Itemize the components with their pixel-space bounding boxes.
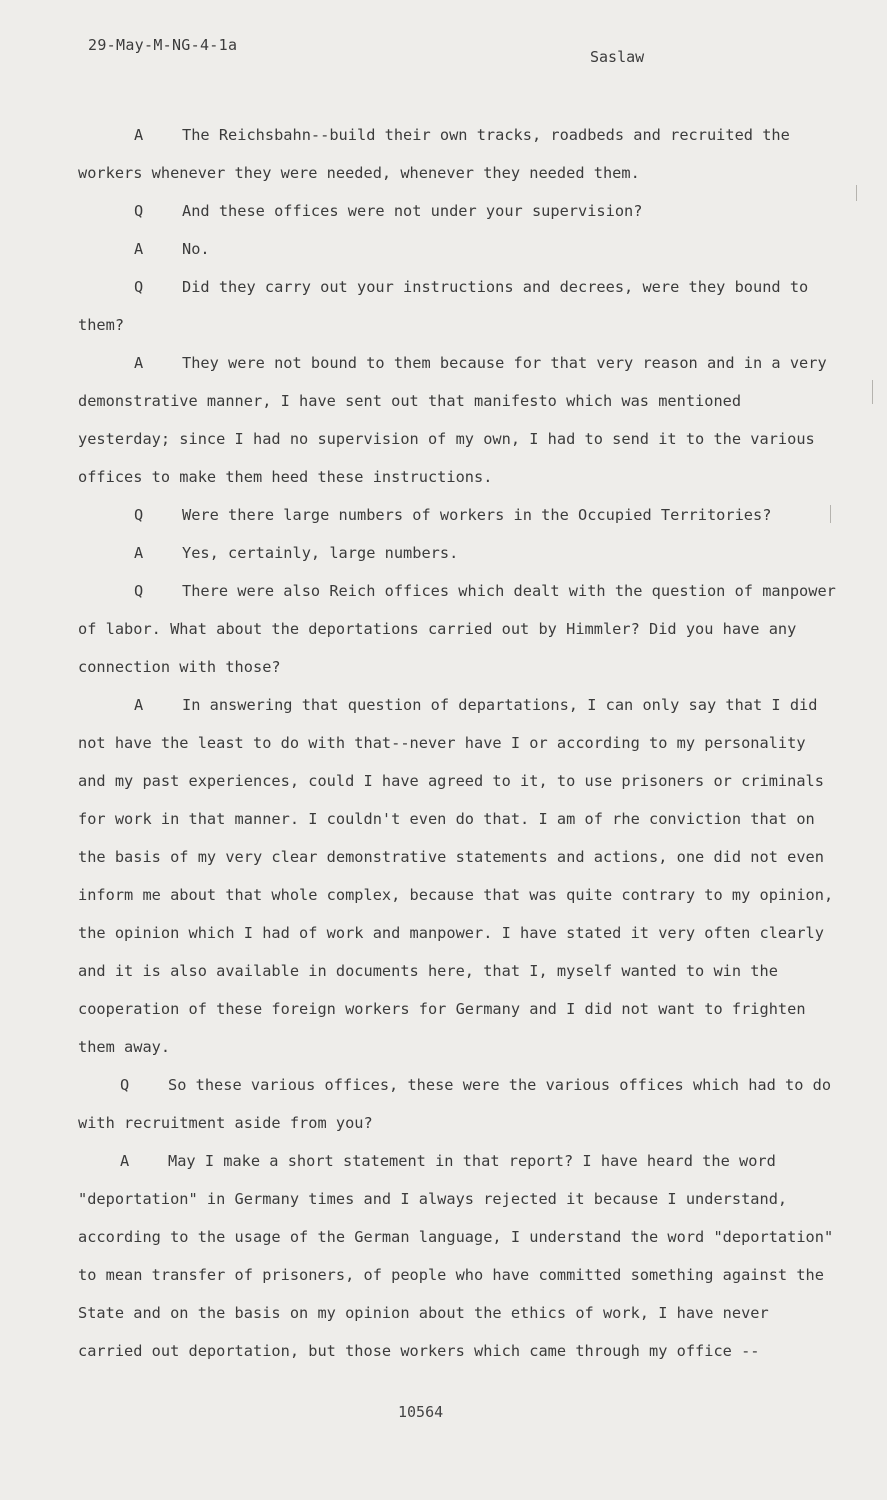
transcript-paragraph xyxy=(78,1142,838,1370)
transcript-paragraph xyxy=(78,344,838,496)
speaker-label: A xyxy=(134,240,144,258)
paragraph-text: So these various offices, these were the various offices which had to do with recruitment aside from you? xyxy=(78,1076,832,1132)
paragraph-text: No. xyxy=(182,240,210,258)
speaker-label: A xyxy=(120,1152,130,1170)
speaker-label: A xyxy=(134,354,144,372)
speaker-label: Q xyxy=(134,202,144,220)
transcript-paragraph xyxy=(78,268,838,344)
paragraph-text: They were not bound to them because for that very reason and in a very demonstrative manner, I have sent out that manifesto which was mentioned yesterday; since I had no supervision of my own, I had to send it to the various offices to make them heed these instructions. xyxy=(78,354,827,486)
paragraph-text: Yes, certainly, large numbers. xyxy=(182,544,459,562)
transcript-paragraph xyxy=(78,572,838,686)
speaker-label: A xyxy=(134,126,144,144)
transcript-paragraph xyxy=(78,496,838,534)
paragraph-text: There were also Reich offices which dealt with the question of manpower of labor. What about the deportations carried out by Himmler? Did you have any connection with those? xyxy=(78,582,836,676)
transcript-paragraph xyxy=(78,534,838,572)
transcript-body xyxy=(78,116,838,1370)
paragraph-text: The Reichsbahn--build their own tracks, roadbeds and recruited the workers whenever they were needed, whenever they needed them. xyxy=(78,126,790,182)
speaker-label: Q xyxy=(134,278,144,296)
page-number: 10564 xyxy=(398,1403,444,1421)
transcript-paragraph xyxy=(78,686,838,1066)
paragraph-text: May I make a short statement in that report? I have heard the word "deportation" in Germany times and I always rejected it because I understand, according to the usage of the German language, I understand the word "deportation" to mean transfer of prisoners, of people who have committed something against the State and on the basis on my opinion about the ethics of work, I have never carried out deportation, but those workers which came through my office -- xyxy=(78,1152,834,1360)
paragraph-text: And these offices were not under your supervision? xyxy=(182,202,643,220)
speaker-label: Q xyxy=(120,1076,130,1094)
paragraph-text: Did they carry out your instructions and decrees, were they bound to them? xyxy=(78,278,809,334)
speaker-label: Q xyxy=(134,582,144,600)
transcript-paragraph xyxy=(78,230,838,268)
margin-mark xyxy=(872,380,873,404)
speaker-label: A xyxy=(134,696,144,714)
paragraph-text: In answering that question of departations, I can only say that I did not have the least to do with that--never have I or according to my personality and my past experiences, could I have agreed to it, to use prisoners or criminals for work in that manner. I couldn't even do that. I am of rhe conviction that on the basis of my very clear demonstrative statements and actions, one did not even inform me about that whole complex, because that was quite contrary to my opinion, the opinion which I had of work and manpower. I have stated it very often clearly and it is also available in documents here, that I, myself wanted to win the cooperation of these foreign workers for Germany and I did not want to frighten them away. xyxy=(78,696,834,1056)
transcript-paragraph xyxy=(78,1066,838,1142)
document-reference: 29-May-M-NG-4-1a xyxy=(88,36,238,54)
margin-mark xyxy=(830,505,831,523)
paragraph-text: Were there large numbers of workers in the Occupied Territories? xyxy=(182,506,772,524)
reporter-name: Saslaw xyxy=(590,48,645,66)
margin-mark xyxy=(856,185,857,201)
transcript-paragraph xyxy=(78,192,838,230)
transcript-paragraph xyxy=(78,116,838,192)
speaker-label: Q xyxy=(134,506,144,524)
speaker-label: A xyxy=(134,544,144,562)
